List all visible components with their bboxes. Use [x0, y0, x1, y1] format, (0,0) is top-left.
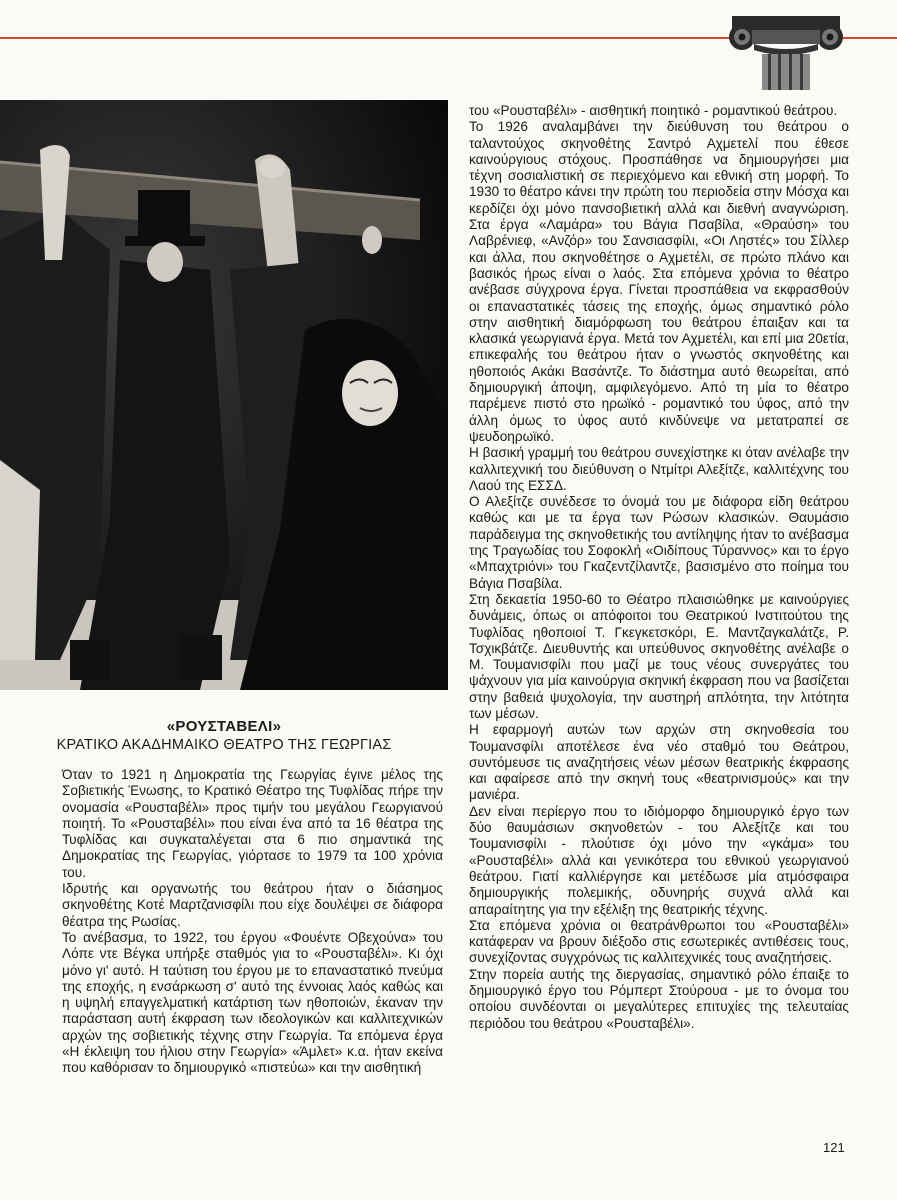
- page-number: 121: [823, 1140, 845, 1155]
- paragraph: Το ανέβασμα, το 1922, του έργου «Φουέντε Οβεχούνα» του Λόπε ντε Βέγκα υπήρξε σταθμός για το «Ρουσταβέλι». Κι όχι μόνο γι' αυτό. Η ταύτιση του έργου με το επαναστατικό πνεύμα της εποχής, η ενσάρκωση σ' αυτό της έννοιας λαός καθώς και η υψηλή επαγγελματική κατάρτιση των ηθοποιών, έκαναν την παράσταση αυτή έκφραση των ιδεολογικών και καλλιτεχνικών αρχών της σοβιετικής τέχνης στην Γεωργία. Τα επόμενα έργα «Η έκλειψη του ήλιου στην Γεωργία» «Άμλετ» κ.α. ήταν εκείνα που καθόρισαν το δημιουργικό «πιστεύω» και την αισθητική: [62, 929, 443, 1076]
- paragraph: Η βασική γραμμή του θεάτρου συνεχίστηκε κι όταν ανέλαβε την καλλιτεχνική του διεύθυνση ο Ντμίτρι Αλεξίτζε, καλλιτέχνης του Λαού της ΕΣΣΔ.: [469, 445, 849, 493]
- theatre-photograph: [0, 100, 448, 690]
- paragraph: Στην πορεία αυτής της διεργασίας, σημαντικό ρόλο έπαιξε το δημιουργικό έργο του Ρόμπερτ Στούρουα - με το όνομα του οποίου συνδέονται οι μεγαλύτερες επιτυχίες της τελευταίας περιόδου του θεάτρου «Ρουσταβέλι».: [469, 966, 849, 1031]
- right-text-column: [469, 103, 849, 1032]
- caption-title: «ΡΟΥΣΤΑΒΕΛΙ»: [166, 718, 282, 735]
- paragraph: Το 1926 αναλαμβάνει την διεύθυνση του θεάτρου ο ταλαντούχος σκηνοθέτης Σαντρό Αχμετελί που έθεσε καινούργιους στόχους. Προσπάθησε να δημιουργήσει μια τέχνη σοσιαλιστική σε περιεχόμενο και εθνική στη μορφή. Το 1930 το θέατρο κάνει την πρώτη του περιοδεία στην Μόσχα και κερδίζει όχι μόνο πανσοβιετική αλλά και διεθνή αναγνώριση. Στα έργα «Λαμάρα» του Βάγια Πσαβίλα, «Θραύση» του Λαβρένιεφ, «Ανζόρ» του Σανσιασφίλι, «Οι Ληστές» του Σίλλερ και άλλα, που σκηνοθέτησε ο Αχμετέλι, σε πρώτο πλάνο και βασικός ήρως είναι ο λαός. Στα επόμενα χρόνια το θέατρο ανέβασε σύγχρονα έργα. Γίνεται προσπάθεια να εκφρασθούν οι επαναστατικές τάσεις της εποχής, όμως σημαντικό ρόλο στην αισθητική διαμόρφωση του θεάτρου έπαιξαν και τα κλασικά γεωργιανά έργα. Μετά τον Αχμετέλι, και επί μια 20ετία, επικεφαλής του θεάτρου ήταν ο γνωστός σκηνοθέτης και ηθοποιός Ακάκι Βασάντζε. Το διάστημα αυτό θεωρείται, από δημιουργική άποψη, αμφιλεγόμενο. Από τη μία το θέατρο παρέμενε πιστό στο ηρωϊκό - ρομαντικό του ύφος, από την άλλη όμως το ύφος αυτό κινδύνεψε να μετατραπεί σε ψευδοηρωϊκό.: [469, 119, 849, 444]
- paragraph: Ο Αλεξίτζε συνέδεσε το όνομά του με διάφορα είδη θεάτρου καθώς και με τα έργα των Ρώσων κλασικών. Θαυμάσιο παράδειγμα της σκηνοθετικής του αντίληψης ήταν το ανέβασμα της Τραγωδίας του Σοφοκλή «Οιδίπους Τύραννος» και το έργο «Μπαχτριόνι» του Γκαζεντζίλαντζε, βασισμένο στο ποίημα του Βάγια Πσαβίλα.: [469, 494, 849, 591]
- left-text-column: [62, 767, 443, 1077]
- paragraph: Στα επόμενα χρόνια οι θεατράνθρωποι του «Ρουσταβέλι» κατάφεραν να βρουν διέξοδο στις εσωτερικές αντιθέσεις τους, συνεχίζοντας συγχρόνως τις καλλιτεχνικές τους αναζητήσεις.: [469, 917, 849, 966]
- paragraph: Ιδρυτής και οργανωτής του θεάτρου ήταν ο διάσημος σκηνοθέτης Κοτέ Μαρτζανισφίλι που είχε δουλέψει σε διάφορα θέατρα της Ρωσίας.: [62, 881, 443, 929]
- ionic-capital-icon: [726, 4, 846, 90]
- paragraph: Δεν είναι περίεργο που το ιδιόμορφο δημιουργικό έργο των δύο θαυμάσιων σκηνοθετών - του Αλεξίτζε και του Τουμανισφίλι - πλούτισε όχι μόνο την «γκάμα» του «Ρουσταβέλι» αλλά και γενικότερα του εθνικού γεωργιανού θεάτρου. Γιατί καλλιέργησε και μετέδωσε μία ατμόσφαιρα δημιουργικής πολεμικής, οδυνηρής συχνά αλλά και απαραίτητης για την εξέλιξη της θεατρικής τέχνης.: [469, 803, 849, 917]
- caption-subtitle: ΚΡΑΤΙΚΟ ΑΚΑΔΗΜΑΙΚΟ ΘΕΑΤΡΟ ΤΗΣ ΓΕΩΡΓΙΑΣ: [56, 737, 392, 753]
- paragraph: Η εφαρμογή αυτών των αρχών στη σκηνοθεσία του Τουμανσφίλι αποτέλεσε ένα νέο σταθμό του Θεάτρου, συντόμευσε τις αναζητήσεις νέων μέσων θεατρικής έκφρασης και αφαίρεσε από την σκηνή τους «θεατρινισμούς» και την μανιέρα.: [469, 722, 849, 803]
- paragraph: Στη δεκαετία 1950-60 το Θέατρο πλαισιώθηκε με καινούργιες δυνάμεις, όπως οι απόφοιτοι του Θεατρικού Ινστιτούτου της Τυφλίδας ηθοποιοί Τ. Γκεγκετσκόρι, Ε. Μαντζαγκαλάτζε, Ρ. Τσχικβάτζε. Διευθυντής και υπεύθυνος σκηνοθέτης ανέλαβε ο Μ. Τουμανισφίλι που μαζί με τους νέους συνεργάτες του ψάχνουν για μία καινούργια σκηνική έκφραση που να βασίζεται στην βαθειά ψυχολογία, την αυστηρή απλότητα, την λιτότητα των μέσων.: [469, 591, 849, 721]
- paragraph: του «Ρουσταβέλι» - αισθητική ποιητικό - ρομαντικού θεάτρου.: [469, 103, 838, 118]
- paragraph: Όταν το 1921 η Δημοκρατία της Γεωργίας έγινε μέλος της Σοβιετικής Ένωσης, το Κρατικό Θέατρο της Τυφλίδας πήρε την ονομασία «Ρουσταβέλι» προς τιμήν του μεγάλου Γεωργιανού ποιητή. Το «Ρουσταβέλι» που είναι ένα από τα 16 θέατρα της Τυφλίδας και συγκαταλέγεται στα 6 πιο σημαντικά της Δημοκρατίας της Γεωργίας, γιόρτασε το 1979 τα 100 χρόνια του.: [62, 767, 443, 880]
